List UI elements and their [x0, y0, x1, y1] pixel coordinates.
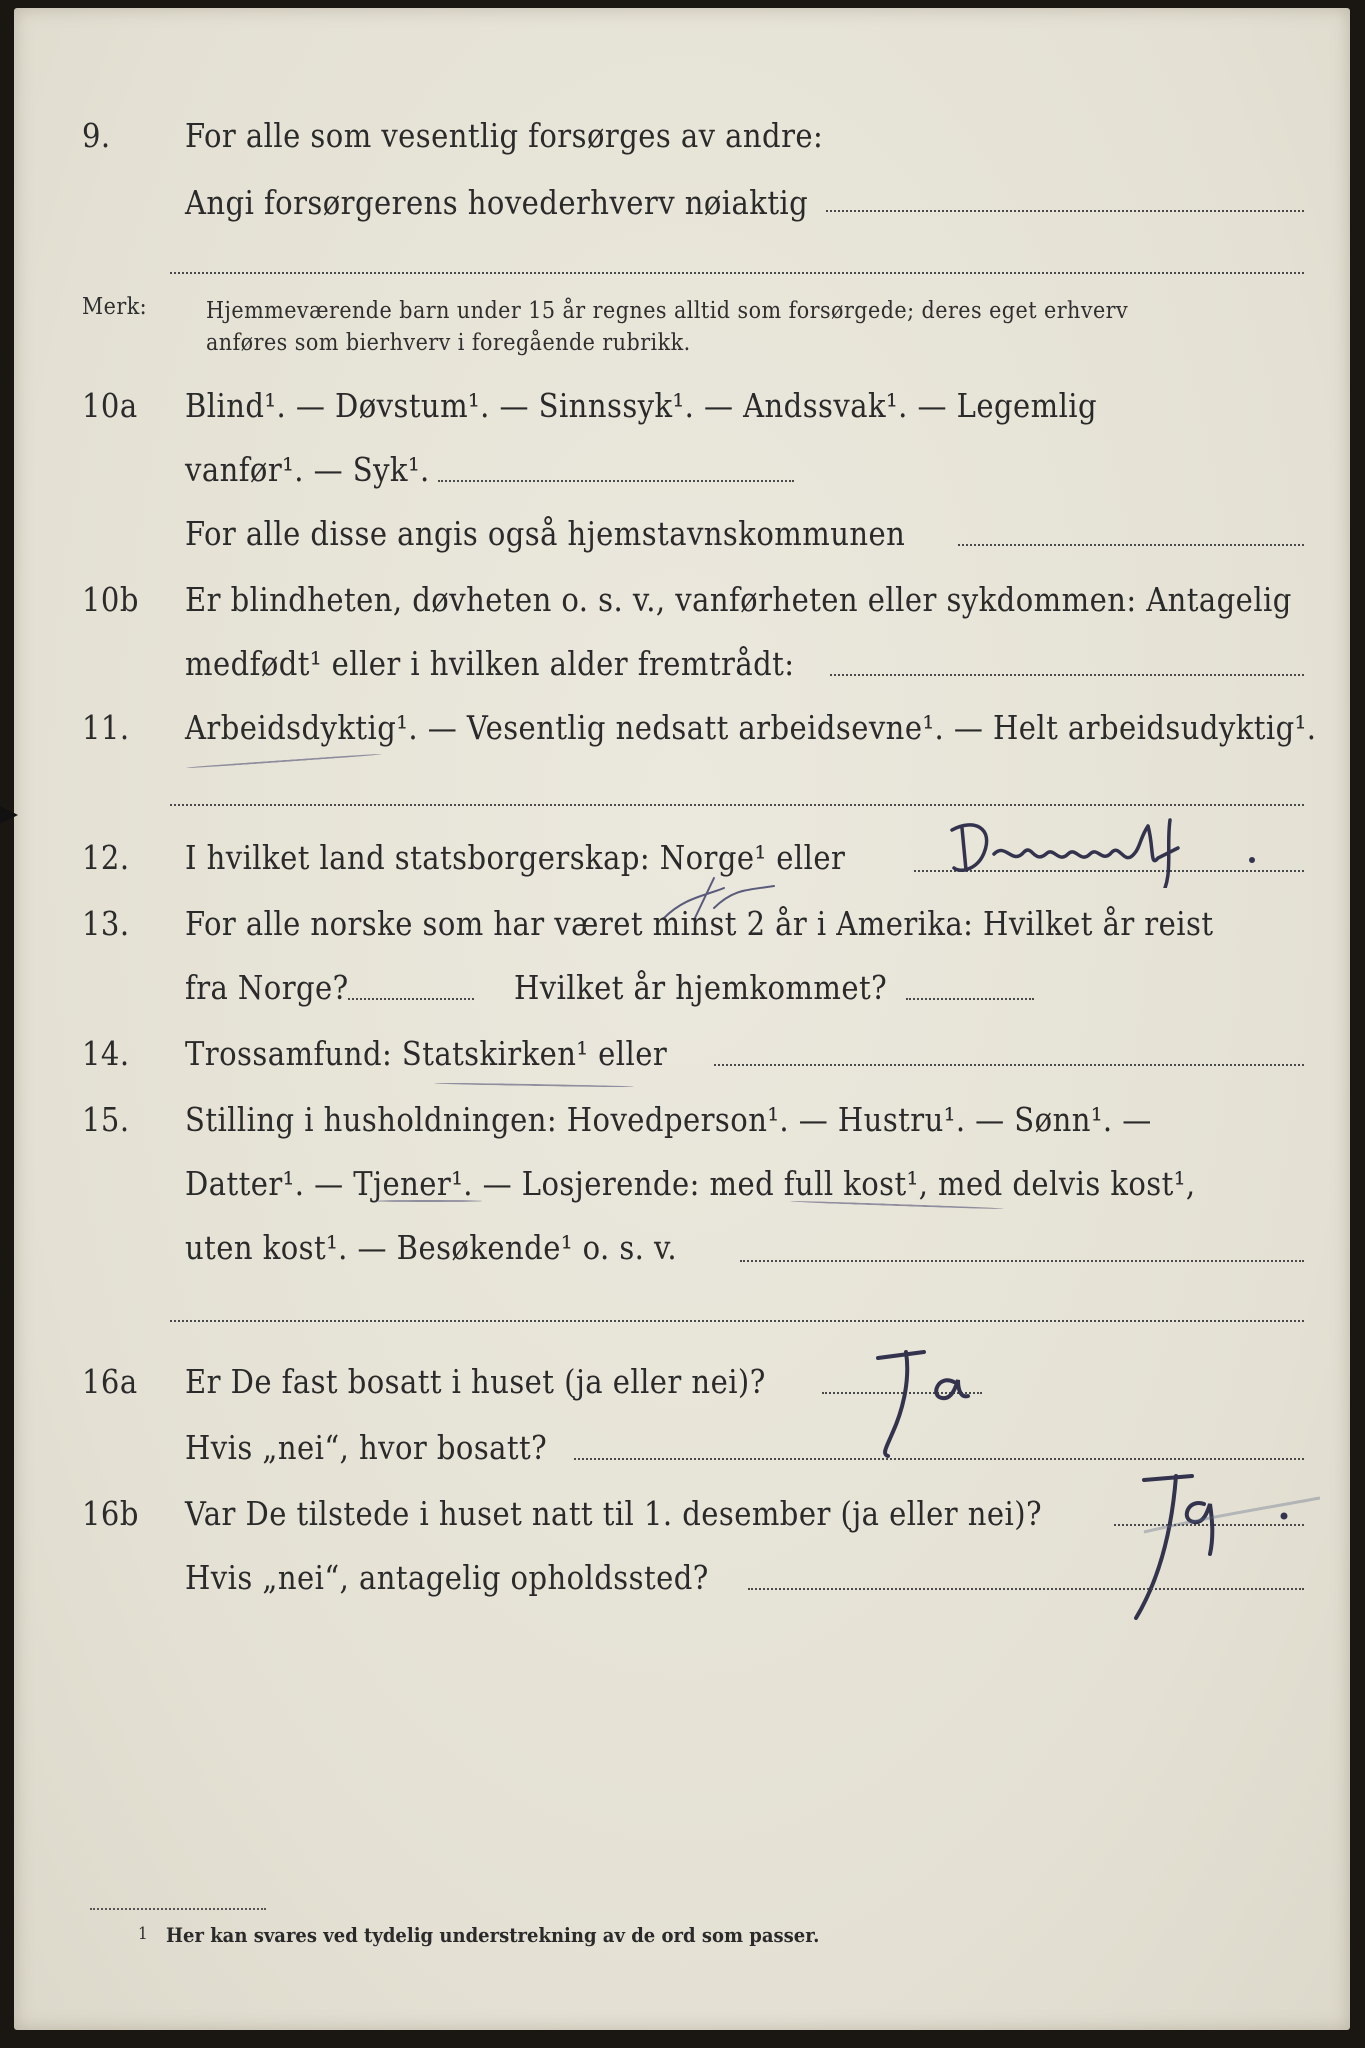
q15-pencil-underline-tjener: [374, 1200, 482, 1202]
q9-subquestion: Angi forsørgerens hovederhverv nøiaktig: [185, 183, 809, 222]
merk-note-line2: anføres som bierhverv i foregående rubrikk.: [206, 330, 691, 356]
q14-pencil-underline: [434, 1082, 634, 1087]
q16a-number: 16a: [82, 1362, 138, 1401]
q16b-whereabouts-line: [748, 1588, 1304, 1590]
q16b-answer-line: [1114, 1524, 1304, 1526]
q15-number: 15.: [82, 1100, 130, 1139]
census-form-page: [14, 8, 1350, 2030]
q16a-question: Er De fast bosatt i huset (ja eller nei)?: [185, 1362, 766, 1401]
q16a-handwritten-answer-ja: [864, 1338, 994, 1468]
q13-question: For alle norske som har været minst 2 år i Amerika: Hvilket år reist: [185, 904, 1214, 943]
q10a-line2: vanfør¹. — Syk¹.: [185, 450, 430, 489]
q13-number: 13.: [82, 904, 130, 943]
footnote-marker: 1: [138, 1924, 149, 1944]
q11-number: 11.: [82, 708, 130, 747]
q9-number: 9.: [82, 116, 111, 155]
q12-number: 12.: [82, 838, 130, 877]
q10b-question: Er blindheten, døvheten o. s. v., vanførheten eller sykdommen: Antagelig: [185, 580, 1292, 619]
q10b-answer-line: [830, 674, 1304, 676]
q9-answer-line-2: [170, 272, 1304, 274]
q15-answer-line-2: [170, 1320, 1304, 1322]
merk-label: Merk:: [82, 294, 148, 320]
q12-handwritten-answer-danmark: [934, 808, 1274, 888]
q13-year-left-line: [348, 998, 474, 1000]
merk-note-line1: Hjemmeværende barn under 15 år regnes alltid som forsørgede; deres eget erhverv: [206, 298, 1129, 324]
q10b-number: 10b: [82, 580, 139, 619]
q9-question: For alle som vesentlig forsørges av andre:: [185, 116, 824, 155]
q11-pencil-underline: [186, 753, 382, 769]
q14-number: 14.: [82, 1034, 130, 1073]
q15-line2: Datter¹. — Tjener¹. — Losjerende: med full kost¹, med delvis kost¹,: [185, 1164, 1196, 1203]
q15-line3: uten kost¹. — Besøkende¹ o. s. v.: [185, 1228, 678, 1267]
q16a-line2: Hvis „nei“, hvor bosatt?: [185, 1428, 548, 1467]
q10a-answer-line: [438, 480, 794, 482]
q11-answer-line: [170, 804, 1304, 806]
q15-answer-line: [740, 1260, 1304, 1262]
q10a-line3: For alle disse angis også hjemstavnskommunen: [185, 514, 906, 553]
q16b-line2: Hvis „nei“, antagelig opholdssted?: [185, 1558, 709, 1597]
q10a-home-municipality-line: [958, 544, 1304, 546]
q14-question: Trossamfund: Statskirken¹ eller: [185, 1034, 668, 1073]
q13-year-returned-line: [906, 998, 1034, 1000]
q16a-answer-line: [822, 1392, 982, 1394]
page-edge-mark: [0, 806, 18, 824]
q10a-question: Blind¹. — Døvstum¹. — Sinnssyk¹. — Andssvak¹. — Legemlig: [185, 386, 1098, 425]
q12-answer-line: [914, 870, 1304, 872]
q14-answer-line: [714, 1064, 1304, 1066]
q13-year-returned-label: Hvilket år hjemkommet?: [514, 968, 888, 1007]
footnote-rule: [90, 1908, 266, 1910]
q11-question: Arbeidsdyktig¹. — Vesentlig nedsatt arbeidsevne¹. — Helt arbeidsudyktig¹.: [185, 708, 1317, 747]
q13-year-left-label: fra Norge?: [185, 968, 349, 1007]
q16b-handwritten-answer-ja: [1084, 1458, 1324, 1638]
q15-question: Stilling i husholdningen: Hovedperson¹. — Hustru¹. — Sønn¹. —: [185, 1100, 1152, 1139]
q10a-number: 10a: [82, 386, 138, 425]
q16b-question: Var De tilstede i huset natt til 1. desember (ja eller nei)?: [185, 1494, 1043, 1533]
q9-answer-line: [826, 210, 1304, 212]
footnote-text: Her kan svares ved tydelig understrekning av de ord som passer.: [166, 1923, 820, 1947]
q16b-number: 16b: [82, 1494, 139, 1533]
q10b-line2: medfødt¹ eller i hvilken alder fremtrådt:: [185, 644, 795, 683]
q16a-residence-line: [574, 1458, 1304, 1460]
q12-question: I hvilket land statsborgerskap: Norge¹ eller: [185, 838, 846, 877]
